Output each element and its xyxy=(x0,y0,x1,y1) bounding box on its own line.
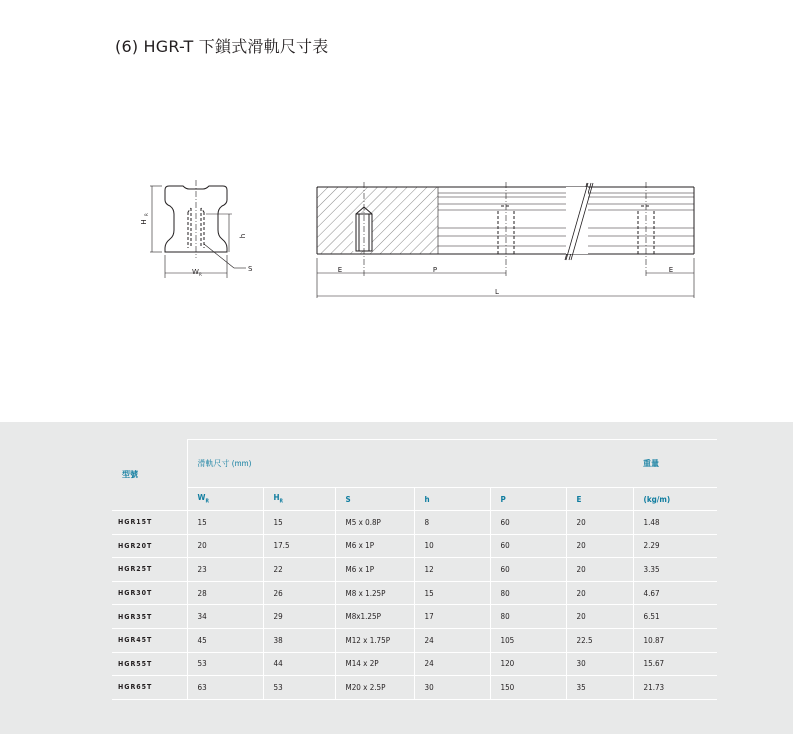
p-cell: 60 xyxy=(490,511,566,535)
hr-cell: 29 xyxy=(263,605,335,629)
col-header-s: S xyxy=(335,488,414,511)
s-cell: M12 x 1.75P xyxy=(335,628,414,652)
col-header-weight-unit: (kg/m) xyxy=(633,488,717,511)
s-cell: M8x1.25P xyxy=(335,605,414,629)
header-dimensions: 滑軌尺寸 (mm) xyxy=(187,440,633,488)
p-cell: 120 xyxy=(490,652,566,676)
p-cell: 80 xyxy=(490,605,566,629)
wr-cell: 20 xyxy=(187,534,263,558)
spec-table-panel xyxy=(0,422,793,734)
model-cell: HGR55T xyxy=(112,652,187,676)
e-cell: 20 xyxy=(566,558,633,582)
weight-cell: 6.51 xyxy=(633,605,717,629)
hr-cell: 38 xyxy=(263,628,335,652)
wr-cell: 28 xyxy=(187,581,263,605)
weight-cell: 1.48 xyxy=(633,511,717,535)
page-title: (6) HGR-T 下鎖式滑軌尺寸表 xyxy=(115,37,329,56)
h-cell: 10 xyxy=(414,534,490,558)
model-cell: HGR65T xyxy=(112,676,187,700)
h-cell: 30 xyxy=(414,676,490,700)
col-header-h: h xyxy=(414,488,490,511)
p-cell: 60 xyxy=(490,534,566,558)
wr-label: W xyxy=(192,268,199,276)
weight-cell: 4.67 xyxy=(633,581,717,605)
e-cell: 30 xyxy=(566,652,633,676)
hr-cell: 44 xyxy=(263,652,335,676)
hr-cell: 22 xyxy=(263,558,335,582)
wr-cell: 53 xyxy=(187,652,263,676)
header-model: 型號 xyxy=(112,440,187,511)
table-row xyxy=(112,676,717,700)
table-row xyxy=(112,534,717,558)
hr-subscript: R xyxy=(144,213,149,216)
model-cell: HGR15T xyxy=(112,511,187,535)
s-cell: M8 x 1.25P xyxy=(335,581,414,605)
weight-cell: 3.35 xyxy=(633,558,717,582)
hr-cell: 26 xyxy=(263,581,335,605)
col-header-wr: $W_R$ xyxy=(187,488,263,511)
e-cell: 35 xyxy=(566,676,633,700)
h-cell: 8 xyxy=(414,511,490,535)
h-cell: 15 xyxy=(414,581,490,605)
p-cell: 105 xyxy=(490,628,566,652)
h-label: h xyxy=(239,233,247,239)
spec-table xyxy=(112,439,717,700)
p-cell: 150 xyxy=(490,676,566,700)
e-cell: 22.5 xyxy=(566,628,633,652)
s-cell: M20 x 2.5P xyxy=(335,676,414,700)
table-row xyxy=(112,652,717,676)
col-header-p: P xyxy=(490,488,566,511)
wr-cell: 63 xyxy=(187,676,263,700)
hr-cell: 17.5 xyxy=(263,534,335,558)
spec-table-body xyxy=(112,511,717,700)
table-row xyxy=(112,511,717,535)
h-cell: 24 xyxy=(414,652,490,676)
p-cell: 60 xyxy=(490,558,566,582)
header-weight: 重量 xyxy=(633,440,717,488)
model-cell: HGR30T xyxy=(112,581,187,605)
wr-cell: 45 xyxy=(187,628,263,652)
e-left-label: E xyxy=(337,266,343,274)
table-row xyxy=(112,628,717,652)
table-row xyxy=(112,558,717,582)
h-cell: 24 xyxy=(414,628,490,652)
s-cell: M5 x 0.8P xyxy=(335,511,414,535)
hr-label: H xyxy=(140,219,148,225)
table-row xyxy=(112,581,717,605)
s-label: S xyxy=(248,265,253,273)
table-row xyxy=(112,605,717,629)
model-cell: HGR25T xyxy=(112,558,187,582)
rail-side-view xyxy=(317,182,694,298)
weight-cell: 2.29 xyxy=(633,534,717,558)
hr-cell: 15 xyxy=(263,511,335,535)
wr-cell: 23 xyxy=(187,558,263,582)
e-cell: 20 xyxy=(566,605,633,629)
s-cell: M6 x 1P xyxy=(335,534,414,558)
e-cell: 20 xyxy=(566,581,633,605)
l-label: L xyxy=(495,288,499,296)
wr-subscript: R xyxy=(199,272,202,277)
rail-cross-section xyxy=(150,180,246,278)
wr-cell: 34 xyxy=(187,605,263,629)
weight-cell: 15.67 xyxy=(633,652,717,676)
model-cell: HGR20T xyxy=(112,534,187,558)
p-label: P xyxy=(432,266,438,274)
col-header-e: E xyxy=(566,488,633,511)
model-cell: HGR35T xyxy=(112,605,187,629)
hr-cell: 53 xyxy=(263,676,335,700)
s-cell: M6 x 1P xyxy=(335,558,414,582)
p-cell: 80 xyxy=(490,581,566,605)
e-cell: 20 xyxy=(566,534,633,558)
h-cell: 17 xyxy=(414,605,490,629)
h-cell: 12 xyxy=(414,558,490,582)
e-right-label: E xyxy=(668,266,674,274)
e-cell: 20 xyxy=(566,511,633,535)
wr-cell: 15 xyxy=(187,511,263,535)
weight-cell: 10.87 xyxy=(633,628,717,652)
weight-cell: 21.73 xyxy=(633,676,717,700)
s-cell: M14 x 2P xyxy=(335,652,414,676)
model-cell: HGR45T xyxy=(112,628,187,652)
col-header-hr: $H_R$ xyxy=(263,488,335,511)
